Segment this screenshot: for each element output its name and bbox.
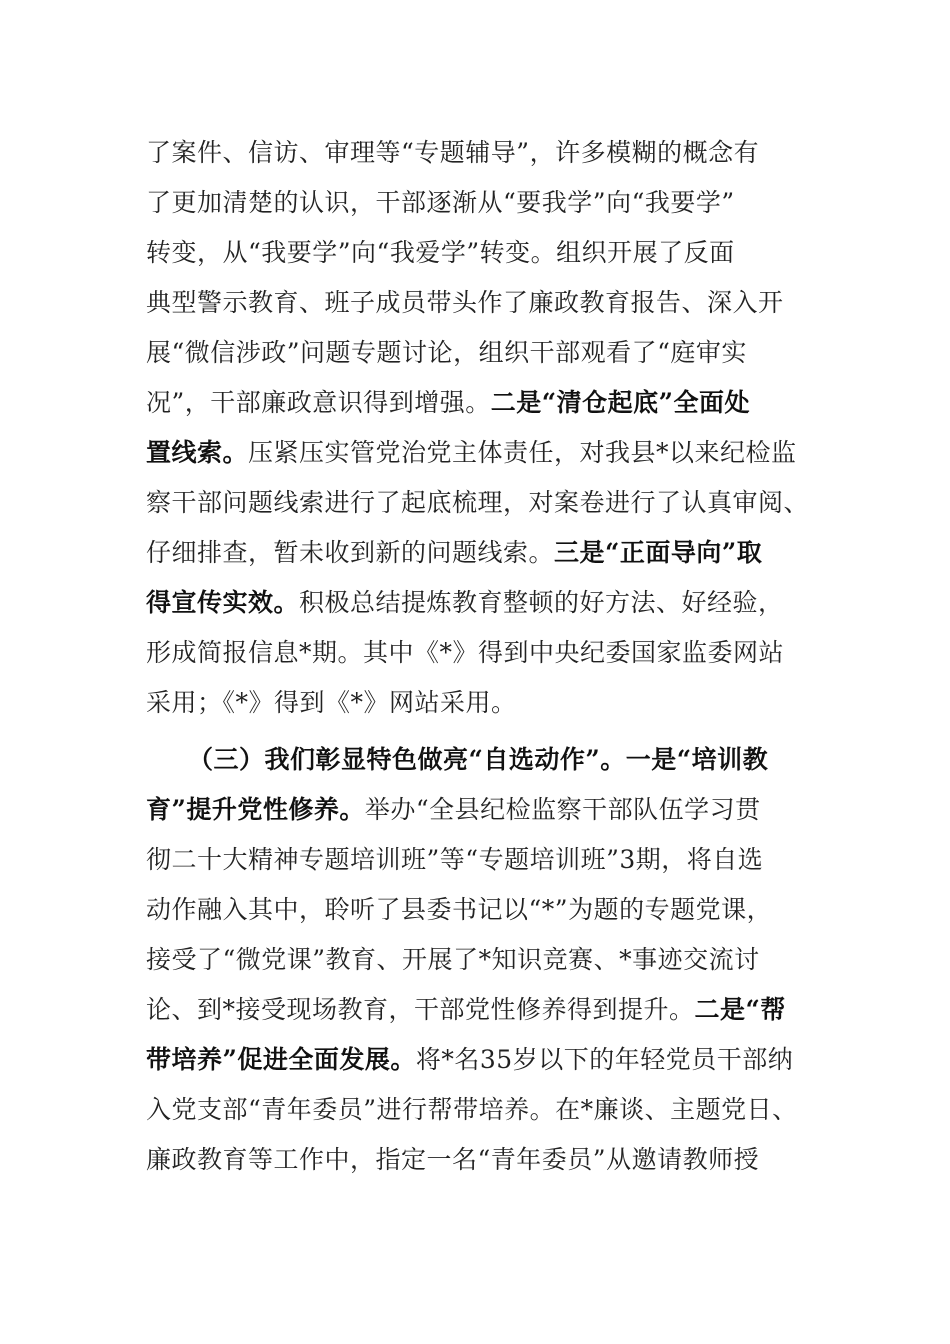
text-line (146, 735, 806, 785)
text-line (146, 528, 806, 578)
text-line (146, 885, 806, 935)
body-text: 采用；《*》得到《*》网站采用。 (146, 688, 517, 717)
body-text: 了更加清楚的认识，干部逐渐从“要我学”向“我要学” (146, 188, 735, 217)
bold-text: 育”提升党性修养。 (146, 795, 365, 824)
bold-text: 三是“正面导向”取 (554, 538, 763, 567)
body-text: 了案件、信访、审理等“专题辅导”，许多模糊的概念有 (146, 138, 760, 167)
paragraph-continuation (146, 128, 810, 728)
body-text: 仔细排查，暂未收到新的问题线索。 (146, 538, 555, 567)
text-line (146, 278, 806, 328)
text-line (146, 1035, 806, 1085)
text-line (146, 628, 806, 678)
text-line (146, 178, 806, 228)
text-line (146, 935, 806, 985)
body-text: 形成简报信息*期。其中《*》得到中央纪委国家监委网站 (146, 638, 785, 667)
paragraph-section-three (146, 735, 806, 1185)
text-line (146, 835, 806, 885)
text-line (146, 128, 806, 178)
body-text: 察干部问题线索进行了起底梳理，对案卷进行了认真审阅、 (146, 488, 810, 517)
text-line (146, 1085, 806, 1135)
body-text: 彻二十大精神专题培训班”等“专题培训班”3期，将自选 (146, 845, 764, 874)
body-text: 展“微信涉政”问题专题讨论，组织干部观看了“庭审实 (146, 338, 747, 367)
body-text: 举办“全县纪检监察干部队伍学习贯 (364, 795, 761, 824)
body-text: 接受了“微党课”教育、开展了*知识竞赛、*事迹交流讨 (146, 945, 760, 974)
body-text: 论、到*接受现场教育，干部党性修养得到提升。 (146, 995, 695, 1024)
text-line (146, 228, 806, 278)
bold-text: 置线索。 (146, 438, 249, 467)
text-line (146, 785, 806, 835)
bold-text: 二是“清仓起底”全面处 (490, 388, 751, 417)
body-text: 动作融入其中，聆听了县委书记以“*”为题的专题党课， (146, 895, 773, 924)
bold-text: 带培养”促进全面发展。 (146, 1045, 416, 1074)
text-line (146, 428, 806, 478)
body-text: 况”，干部廉政意识得到增强。 (146, 388, 491, 417)
text-line (146, 1135, 806, 1185)
body-text: 积极总结提炼教育整顿的好方法、好经验， (299, 588, 784, 617)
body-text: 典型警示教育、班子成员带头作了廉政教育报告、深入开 (146, 288, 784, 317)
text-line (146, 328, 806, 378)
bold-text: 得宣传实效。 (146, 588, 300, 617)
text-line (146, 378, 806, 428)
text-line (146, 678, 806, 728)
text-line (146, 578, 806, 628)
body-text: 将*名35岁以下的年轻党员干部纳 (415, 1045, 794, 1074)
bold-text: （三）我们彰显特色做亮“自选动作”。一是“培训教 (188, 745, 769, 774)
text-line (146, 478, 810, 528)
text-line (146, 985, 806, 1035)
body-text: 入党支部“青年委员”进行帮带培养。在*廉谈、主题党日、 (146, 1095, 798, 1124)
body-text: 转变，从“我要学”向“我爱学”转变。组织开展了反面 (146, 238, 735, 267)
bold-text: 二是“帮 (694, 995, 786, 1024)
body-text: 廉政教育等工作中，指定一名“青年委员”从邀请教师授 (146, 1145, 760, 1174)
body-text: 压紧压实管党治党主体责任，对我县*以来纪检监 (248, 438, 797, 467)
